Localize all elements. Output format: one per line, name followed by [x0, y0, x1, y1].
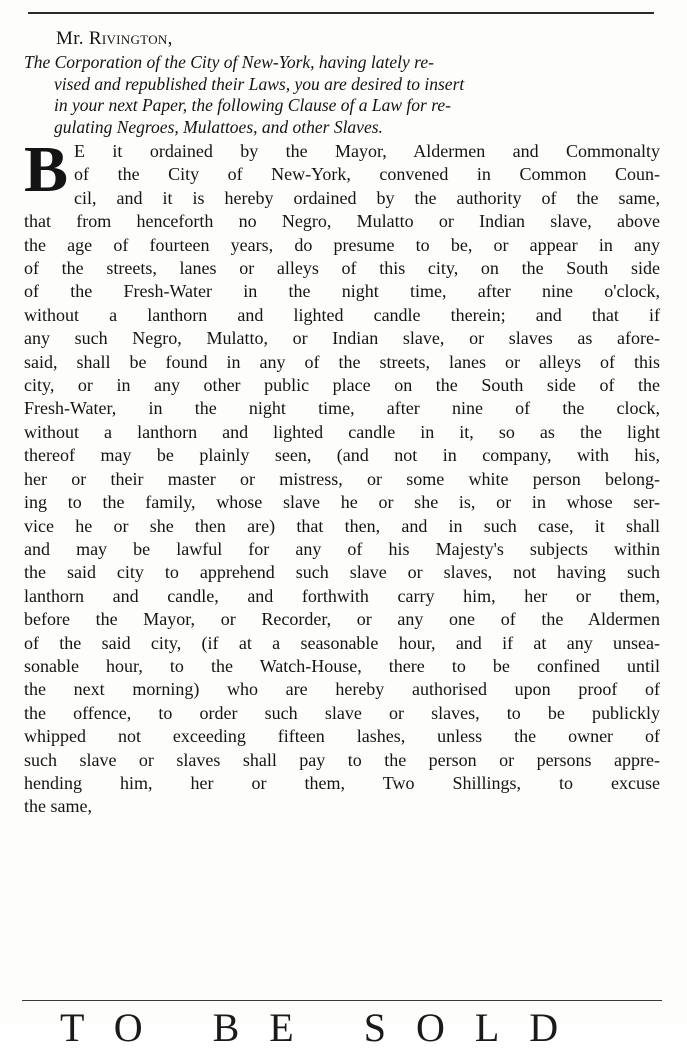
body-line: the next morning) who are hereby authorised upon proof of — [24, 679, 660, 700]
body-line: vice he or she then are) that then, and in such case, it shall — [24, 515, 660, 536]
bottom-rule — [22, 1000, 662, 1001]
body-line: ing to the family, whose slave he or she is, or in whose ser- — [24, 492, 660, 513]
body-line: without a lanthorn and lighted candle in it, so as the light — [24, 421, 660, 442]
intro-line: The Corporation of the City of New-York, having lately re- — [24, 52, 434, 72]
body-line: any such Negro, Mulatto, or Indian slave, or slaves as afore- — [24, 328, 660, 349]
intro-line: gulating Negroes, Mulattoes, and other Slaves. — [54, 116, 383, 137]
salutation — [24, 28, 660, 50]
salutation-prefix: Mr. — [56, 28, 84, 49]
body-line: Fresh-Water, in the night time, after nine of the clock, — [24, 398, 660, 419]
drop-cap: B — [24, 133, 69, 206]
body-line: and may be lawful for any of his Majesty's subjects within — [24, 538, 660, 559]
top-rule — [28, 12, 654, 14]
next-article-heading: TO BE SOLD — [60, 1005, 589, 1050]
body-line: thereof may be plainly seen, (and not in company, with his, — [24, 445, 660, 466]
body-line: of the streets, lanes or alleys of this city, on the South side — [24, 258, 660, 279]
body-line: the same, — [24, 796, 92, 817]
intro-paragraph — [24, 52, 660, 138]
body-line: without a lanthorn and lighted candle therein; and that if — [24, 304, 660, 325]
body-line: before the Mayor, or Recorder, or any one of the Aldermen — [24, 609, 660, 630]
body-line: the offence, to order such slave or slaves, to be publickly — [24, 702, 660, 723]
body-line: lanthorn and candle, and forthwith carry him, her or them, — [24, 585, 660, 606]
body-line: such slave or slaves shall pay to the person or persons appre- — [24, 749, 660, 770]
body-line: cil, and it is hereby ordained by the authority of the same, — [74, 187, 660, 208]
salutation-name: Rivington, — [88, 28, 173, 49]
body-line: E it ordained by the Mayor, Aldermen and Commonalty — [74, 141, 660, 161]
intro-line: vised and republished their Laws, you are desired to insert — [54, 73, 465, 94]
body-line: hending him, her or them, Two Shillings, to excuse — [24, 772, 660, 793]
body-line: the said city to apprehend such slave or slaves, not having such — [24, 562, 660, 583]
article-column — [24, 28, 660, 819]
body-line: sonable hour, to the Watch-House, there to be confined until — [24, 655, 660, 676]
body-line: that from henceforth no Negro, Mulatto or Indian slave, above — [24, 211, 660, 232]
body-line: her or their master or mistress, or some white person belong- — [24, 468, 660, 489]
body-line: the age of fourteen years, do presume to be, or appear in any — [24, 234, 660, 255]
body-line: of the City of New-York, convened in Common Coun- — [74, 164, 660, 185]
body-line: said, shall be found in any of the streets, lanes or alleys of this — [24, 351, 660, 372]
body-line: of the said city, (if at a seasonable hour, and if at any unsea- — [24, 632, 660, 653]
body-line: city, or in any other public place on the South side of the — [24, 375, 660, 396]
body-line: of the Fresh-Water in the night time, after nine o'clock, — [24, 281, 660, 302]
intro-line: in your next Paper, the following Clause of a Law for re- — [54, 95, 451, 115]
law-clause-text — [24, 133, 660, 819]
body-line: whipped not exceeding fifteen lashes, unless the owner of — [24, 726, 660, 747]
